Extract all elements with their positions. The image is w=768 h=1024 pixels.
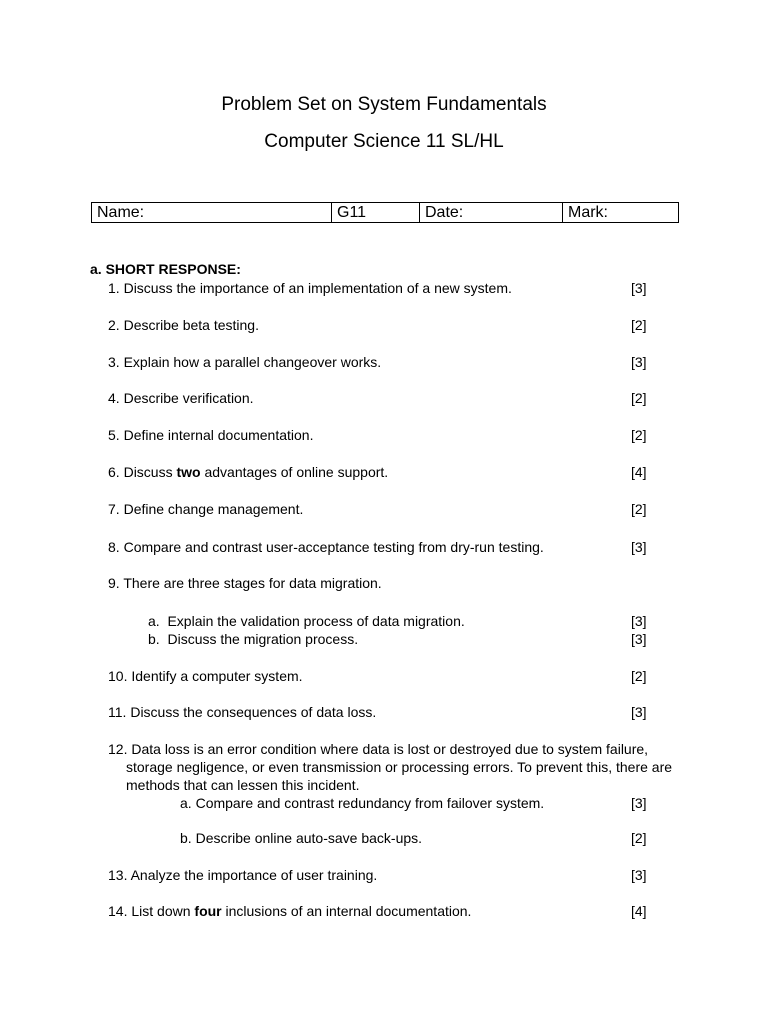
question-10 [108, 667, 303, 685]
question-number: 13. [108, 867, 128, 883]
question-12a-marks: [3] [631, 795, 647, 811]
question-number: 12. [108, 741, 128, 757]
question-number: 11. [108, 704, 127, 720]
question-4-marks: [2] [631, 390, 647, 406]
question-text: Discuss the importance of an implementation of a new system. [123, 280, 512, 296]
document-subtitle: Computer Science 11 SL/HL [264, 131, 504, 152]
question-7-marks: [2] [631, 501, 647, 517]
question-text: Define change management. [123, 501, 304, 517]
name-field-label: Name: [92, 203, 332, 223]
question-number: 4. [108, 390, 120, 406]
question-10-marks: [2] [631, 668, 647, 684]
sub-question-letter: a. [180, 795, 192, 811]
question-number: 2. [108, 317, 120, 333]
question-6-marks: [4] [631, 464, 647, 480]
question-number: 9. [108, 575, 120, 591]
question-12a [180, 794, 544, 812]
question-text: Analyze the importance of user training. [130, 867, 378, 883]
sub-question-text: Discuss the migration process. [167, 631, 359, 647]
question-14-marks: [4] [631, 903, 647, 919]
question-2 [108, 316, 259, 334]
question-text: Explain how a parallel changeover works. [123, 354, 382, 370]
question-text: Describe beta testing. [123, 317, 259, 333]
question-text-end: advantages of online support. [200, 464, 389, 480]
question-11 [108, 703, 376, 721]
question-text-start: List down [131, 903, 195, 919]
question-9a [148, 612, 465, 630]
question-1 [108, 279, 512, 297]
question-text-emphasis: two [176, 464, 201, 480]
question-8 [108, 538, 544, 556]
question-14 [108, 902, 471, 920]
sub-question-text: Describe online auto-save back-ups. [195, 830, 423, 846]
question-text: Describe verification. [123, 390, 254, 406]
grade-cell: G11 [332, 203, 420, 223]
section-heading [90, 261, 241, 277]
sub-question-letter: b. [148, 631, 160, 647]
question-4 [108, 389, 254, 407]
question-9b-marks: [3] [631, 631, 647, 647]
section-title: SHORT RESPONSE: [105, 261, 241, 277]
question-number: 1. [108, 280, 120, 296]
sub-question-letter: b. [180, 830, 192, 846]
date-field-label: Date: [420, 203, 563, 223]
question-11-marks: [3] [631, 704, 647, 720]
question-number: 5. [108, 427, 120, 443]
question-9b [148, 630, 358, 648]
question-9 [108, 574, 382, 592]
sub-question-text: Explain the validation process of data migration. [167, 613, 465, 629]
question-1-marks: [3] [631, 280, 647, 296]
question-number: 3. [108, 354, 120, 370]
question-text: Compare and contrast user-acceptance testing from dry-run testing. [123, 539, 544, 555]
question-text: Data loss is an error condition where data is lost or destroyed due to system failure, storage negligence, or even transmission or processing errors. To prevent this, there are methods that can lessen this incident. [126, 741, 673, 793]
student-info-table [91, 202, 679, 223]
question-6 [108, 463, 388, 481]
question-9a-marks: [3] [631, 613, 647, 629]
question-12b [180, 829, 422, 847]
question-text: Identify a computer system. [131, 668, 303, 684]
question-text: Discuss the consequences of data loss. [130, 704, 377, 720]
question-number: 6. [108, 464, 120, 480]
question-2-marks: [2] [631, 317, 647, 333]
question-text: There are three stages for data migration. [123, 575, 382, 591]
sub-question-letter: a. [148, 613, 160, 629]
question-text-emphasis: four [194, 903, 222, 919]
section-letter: a. [90, 261, 102, 277]
question-text-end: inclusions of an internal documentation. [221, 903, 472, 919]
question-7 [108, 500, 303, 518]
question-number: 7. [108, 501, 120, 517]
question-text: Define internal documentation. [123, 427, 314, 443]
question-5 [108, 426, 313, 444]
question-3-marks: [3] [631, 354, 647, 370]
question-3 [108, 353, 381, 371]
question-number: 14. [108, 903, 128, 919]
document-title: Problem Set on System Fundamentals [221, 94, 547, 115]
question-13 [108, 866, 377, 884]
question-text-start: Discuss [123, 464, 177, 480]
question-8-marks: [3] [631, 539, 647, 555]
question-12b-marks: [2] [631, 830, 647, 846]
question-13-marks: [3] [631, 867, 647, 883]
mark-field-label: Mark: [563, 203, 679, 223]
question-12 [108, 740, 680, 794]
question-number: 8. [108, 539, 120, 555]
sub-question-text: Compare and contrast redundancy from failover system. [195, 795, 545, 811]
question-number: 10. [108, 668, 128, 684]
question-5-marks: [2] [631, 427, 647, 443]
